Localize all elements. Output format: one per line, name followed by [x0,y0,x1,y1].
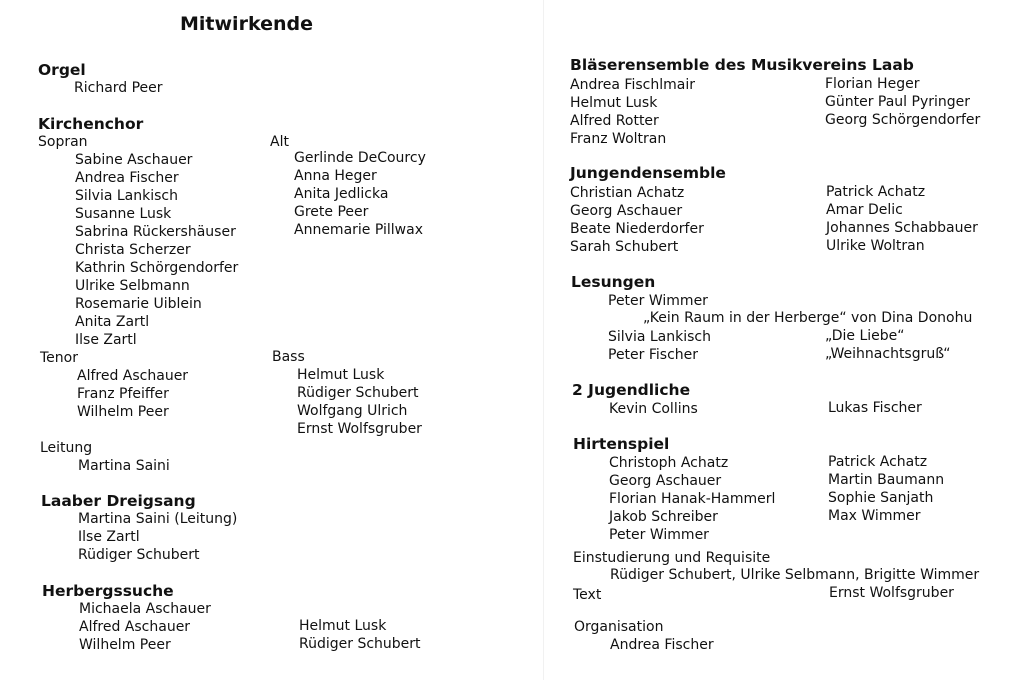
sopran-name: Silvia Lankisch [75,188,178,204]
hirtenspiel-name: Georg Aschauer [609,473,722,489]
orgel-name: Richard Peer [74,80,163,96]
sopran-name: Rosemarie Uiblein [75,296,202,312]
blaeser-name: Andrea Fischlmair [570,77,695,93]
sopran-name: Sabine Aschauer [75,152,193,168]
herbergssuche-name: Wilhelm Peer [79,637,171,653]
alt-name: Gerlinde DeCourcy [294,150,426,166]
bass-name: Ernst Wolfsgruber [297,421,422,437]
sopran-name: Ulrike Selbmann [75,278,190,294]
organisation-label: Organisation [574,619,664,635]
herbergssuche-name: Rüdiger Schubert [299,636,421,652]
tenor-name: Alfred Aschauer [77,368,189,384]
jugend-heading: Jungendensemble [570,164,726,182]
hirtenspiel-name: Peter Wimmer [609,527,709,543]
dreigsang-name: Rüdiger Schubert [78,547,200,563]
lesungen-reader: Peter Wimmer [608,293,708,309]
tenor-name: Franz Pfeiffer [77,386,169,402]
jugendliche-name: Lukas Fischer [828,400,922,416]
hirtenspiel-heading: Hirtenspiel [573,435,670,453]
sopran-name: Sabrina Rückershäuser [75,224,236,240]
jugend-name: Christian Achatz [570,185,685,201]
leitung-label: Leitung [40,440,93,456]
sopran-name: Ilse Zartl [75,332,137,348]
einstudierung-names: Rüdiger Schubert, Ulrike Selbmann, Brigitte Wimmer [610,567,980,583]
bass-name: Helmut Lusk [297,367,385,383]
alt-name: Anita Jedlicka [294,186,389,202]
alt-label: Alt [270,134,289,150]
jugend-name: Ulrike Woltran [826,238,925,254]
dreigsang-name: Ilse Zartl [78,529,140,545]
blaeser-name: Franz Woltran [570,131,667,147]
blaeser-name: Helmut Lusk [570,95,658,111]
sopran-label: Sopran [38,134,88,150]
jugend-name: Patrick Achatz [826,184,926,200]
blaeser-name: Florian Heger [825,76,920,92]
sopran-name: Susanne Lusk [75,206,172,222]
sopran-name: Kathrin Schörgendorfer [75,260,239,276]
lesungen-reader: Peter Fischer [608,347,699,363]
sopran-name: Andrea Fischer [75,170,179,186]
lesungen-text: „Kein Raum in der Herberge“ von Dina Donohu [643,310,973,326]
herbergssuche-heading: Herbergssuche [42,582,174,600]
bass-name: Wolfgang Ulrich [297,403,408,419]
dreigsang-name: Martina Saini (Leitung) [78,511,238,527]
blaeser-name: Alfred Rotter [570,113,659,129]
sopran-name: Anita Zartl [75,314,150,330]
tenor-name: Wilhelm Peer [77,404,169,420]
page-fold [543,0,544,680]
alt-name: Anna Heger [294,168,377,184]
einstudierung-label: Einstudierung und Requisite [573,550,771,566]
herbergssuche-name: Alfred Aschauer [79,619,191,635]
lesungen-reader: Silvia Lankisch [608,329,711,345]
blaeser-heading: Bläserensemble des Musikvereins Laab [570,56,914,74]
jugend-name: Johannes Schabbauer [826,220,978,236]
text-label: Text [573,587,602,603]
sopran-name: Christa Scherzer [75,242,191,258]
dreigsang-heading: Laaber Dreigsang [41,492,196,510]
bass-label: Bass [272,349,305,365]
alt-name: Grete Peer [294,204,369,220]
jugend-name: Amar Delic [826,202,903,218]
leitung-name: Martina Saini [78,458,170,474]
lesungen-text: „Weihnachtsgruß“ [825,346,951,362]
orgel-heading: Orgel [38,61,86,79]
jugendliche-name: Kevin Collins [609,401,698,417]
jugend-name: Beate Niederdorfer [570,221,704,237]
blaeser-name: Georg Schörgendorfer [825,112,981,128]
page-title: Mitwirkende [180,13,313,35]
jugend-name: Sarah Schubert [570,239,679,255]
lesungen-heading: Lesungen [571,273,656,291]
kirchenchor-heading: Kirchenchor [38,115,144,133]
blaeser-name: Günter Paul Pyringer [825,94,971,110]
hirtenspiel-name: Sophie Sanjath [828,490,934,506]
hirtenspiel-name: Christoph Achatz [609,455,729,471]
organisation-name: Andrea Fischer [610,637,714,653]
herbergssuche-name: Michaela Aschauer [79,601,211,617]
jugend-name: Georg Aschauer [570,203,683,219]
hirtenspiel-name: Jakob Schreiber [609,509,718,525]
text-name: Ernst Wolfsgruber [829,585,954,601]
hirtenspiel-name: Martin Baumann [828,472,945,488]
alt-name: Annemarie Pillwax [294,222,423,238]
bass-name: Rüdiger Schubert [297,385,419,401]
hirtenspiel-name: Patrick Achatz [828,454,928,470]
hirtenspiel-name: Florian Hanak-Hammerl [609,491,776,507]
jugendliche-heading: 2 Jugendliche [572,381,691,399]
hirtenspiel-name: Max Wimmer [828,508,921,524]
lesungen-text: „Die Liebe“ [825,328,905,344]
herbergssuche-name: Helmut Lusk [299,618,387,634]
tenor-label: Tenor [40,350,78,366]
